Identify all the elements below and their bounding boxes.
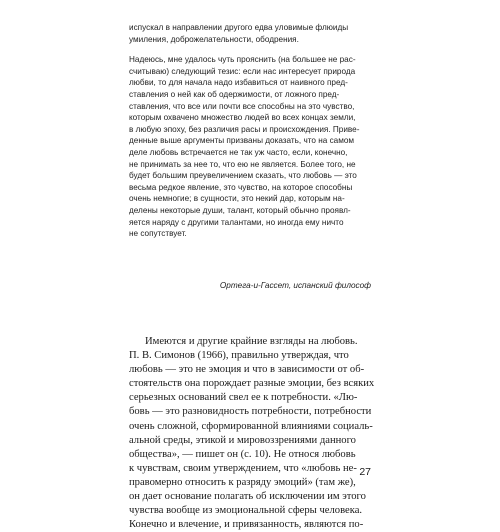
main-text-line: общества», — пишет он (с. 10). Не относя любовь — [129, 448, 356, 460]
main-text-line: правомерно относить к разряду эмоций» (там же), — [129, 476, 356, 488]
page-number: 27 — [359, 466, 371, 478]
epigraph-line: не сопутствует. — [129, 229, 187, 239]
epigraph-line: считываю) следующий тезис: если нас интересует природа — [129, 66, 356, 76]
epigraph-line: очень немногие; в сущности, это некий дар, которым на- — [129, 194, 345, 204]
epigraph-line: ставления о ней как об одержимости, от ложного пред- — [129, 89, 340, 99]
epigraph-line: денные выше аргументы призваны доказать, что на самом — [129, 136, 355, 146]
main-text-line: Имеются и другие крайние взгляды на любовь. — [145, 336, 358, 347]
epigraph — [129, 22, 372, 240]
main-text-line: Конечно и влечение, и привязанность, являются по- — [129, 519, 364, 531]
main-text-line: альной среды, этикой и мировоззрениями данного — [129, 434, 356, 446]
paragraph-gap — [129, 45, 372, 54]
main-text-line: очень сложной, сформированной влияниями социаль- — [129, 420, 373, 432]
epigraph-line: которым охвачено множество людей во всех концах земли, — [129, 113, 356, 123]
main-text — [129, 335, 375, 532]
main-text-line: любовь — это не эмоция и что в зависимости от об- — [129, 364, 365, 376]
main-text-line: стоятельств она порождает разные эмоции, без всяких — [129, 378, 375, 390]
epigraph-line: испускал в направлении другого едва уловимые флюиды — [129, 23, 349, 32]
epigraph-line: яется наряду с другими талантами, но иногда ему ничто — [129, 217, 344, 227]
main-text-line: чувства вообще из эмоциональной сферы человека. — [129, 505, 363, 517]
epigraph-line: деле любовь встречается не так уж часто, если, конечно, — [129, 147, 348, 157]
main-text-line: серьезных оснований свел ее к потребности. «Лю- — [129, 392, 358, 404]
epigraph-line: будет большим преувеличением сказать, что любовь — это — [129, 171, 357, 181]
epigraph-line: делены некоторые души, талант, который обычно проявл- — [129, 205, 351, 215]
main-text-line: бовь — это разновидность потребности, потребности — [129, 406, 372, 418]
epigraph-line: весьма редкое явление, это чувство, на которое способны — [129, 182, 353, 192]
main-text-line: к чувствам, своим утверждением, что «любовь не- — [129, 462, 357, 474]
epigraph-line: ставления, что все или почти все способны на это чувство, — [129, 101, 355, 111]
main-text-line: он дает основание полагать об исключении им этого — [129, 491, 366, 503]
epigraph-line: в любую эпоху, без различия расы и происхождения. Приве- — [129, 124, 360, 134]
epigraph-line: умиления, доброжелательности, ободрения. — [129, 34, 299, 44]
epigraph-line: любви, то для начала надо избавиться от наивного пред- — [129, 78, 348, 88]
main-text-line: П. В. Симонов (1966), правильно утверждая, что — [129, 350, 349, 362]
epigraph-line: Надеюсь, мне удалось чуть прояснить (на большее не рас- — [129, 55, 356, 65]
epigraph-line: не принимать за нее то, что ею не является. Более того, не — [129, 159, 356, 169]
epigraph-attribution: Ортега-и-Гассет, испанский философ — [219, 281, 371, 290]
